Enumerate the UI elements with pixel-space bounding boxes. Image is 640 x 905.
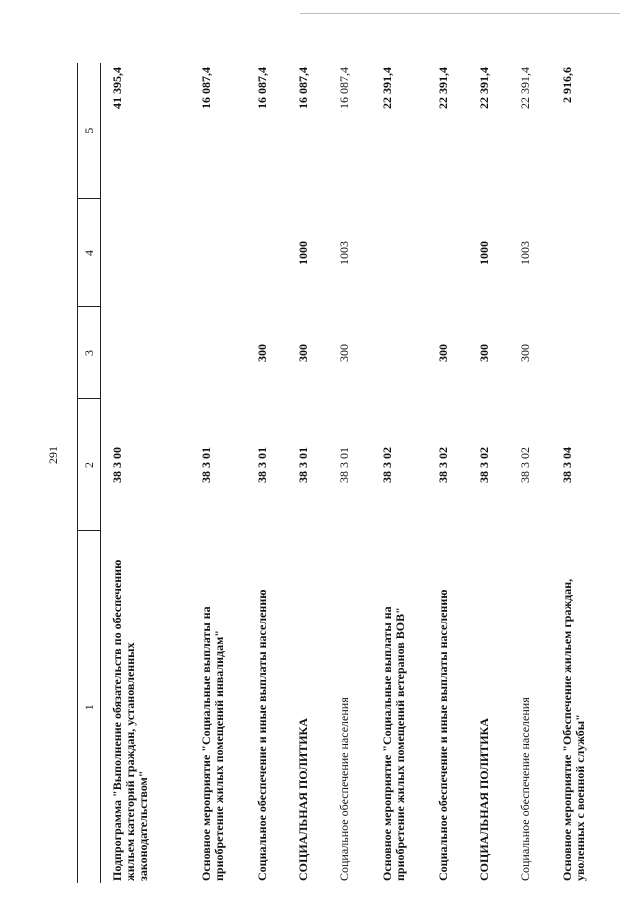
header-cell-2: 2 — [78, 399, 101, 531]
top-rule — [300, 13, 620, 14]
table-row — [367, 63, 424, 883]
row-vr: 300 — [337, 344, 351, 362]
row-code: 38 3 00 — [110, 447, 124, 483]
row-vr — [547, 307, 600, 399]
row-code: 38 3 02 — [518, 447, 532, 483]
rotated-table-sheet — [77, 63, 614, 883]
row-name: Основное мероприятие "Социальные выплаты на приобретение жилых помещений инвалидам" — [199, 606, 226, 881]
row-amount: 22 391,4 — [380, 67, 394, 109]
table-row — [547, 63, 600, 883]
budget-table — [77, 63, 600, 883]
table-row — [424, 63, 465, 883]
header-cell-4: 4 — [78, 199, 101, 307]
row-name: Социальное обеспечение населения — [337, 697, 351, 881]
row-amount: 2 916,6 — [560, 67, 574, 103]
row-amount: 22 391,4 — [518, 67, 532, 109]
row-name: Социальное обеспечение населения — [518, 697, 532, 881]
row-amount: 22 391,4 — [477, 67, 491, 109]
row-rzpr — [424, 199, 465, 307]
table-row — [185, 63, 243, 883]
row-code: 38 3 01 — [337, 447, 351, 483]
table-row — [101, 63, 186, 883]
row-vr: 300 — [255, 344, 269, 362]
row-code: 38 3 04 — [560, 447, 574, 483]
header-cell-5: 5 — [78, 63, 101, 199]
row-rzpr: 1003 — [337, 241, 351, 265]
row-code: 38 3 01 — [296, 447, 310, 483]
row-name: Основное мероприятие "Социальные выплаты на приобретение жилых помещений ветеранов ВОВ" — [380, 606, 407, 881]
row-vr: 300 — [518, 344, 532, 362]
row-code: 38 3 01 — [199, 447, 213, 483]
header-cell-1: 1 — [78, 531, 101, 883]
row-vr — [367, 307, 424, 399]
row-amount: 16 087,4 — [199, 67, 213, 109]
table-row — [284, 63, 325, 883]
row-rzpr — [101, 199, 186, 307]
row-amount: 41 395,4 — [110, 67, 124, 109]
row-name: Основное мероприятие "Обеспечение жильем граждан, уволенных с военной службы" — [560, 578, 587, 881]
row-vr: 300 — [436, 344, 450, 362]
row-amount: 16 087,4 — [255, 67, 269, 109]
row-amount: 16 087,4 — [337, 67, 351, 109]
row-name: Социальное обеспечение и иные выплаты населению — [436, 589, 450, 881]
table-row — [325, 63, 367, 883]
row-vr: 300 — [296, 344, 310, 362]
row-amount: 16 087,4 — [296, 67, 310, 109]
table-row — [243, 63, 284, 883]
row-code: 38 3 01 — [255, 447, 269, 483]
row-rzpr: 1000 — [296, 241, 310, 265]
row-name: СОЦИАЛЬНАЯ ПОЛИТИКА — [296, 718, 310, 881]
row-name: Социальное обеспечение и иные выплаты населению — [255, 589, 269, 881]
row-code: 38 3 02 — [477, 447, 491, 483]
table-body — [101, 63, 601, 883]
row-vr: 300 — [477, 344, 491, 362]
row-code: 38 3 02 — [436, 447, 450, 483]
row-rzpr: 1000 — [477, 241, 491, 265]
table-row — [506, 63, 547, 883]
table-header — [78, 63, 101, 883]
header-cell-3: 3 — [78, 307, 101, 399]
table-row — [465, 63, 506, 883]
row-vr — [101, 307, 186, 399]
row-name: СОЦИАЛЬНАЯ ПОЛИТИКА — [477, 718, 491, 881]
row-rzpr — [547, 199, 600, 307]
row-vr — [185, 307, 243, 399]
row-rzpr: 1003 — [518, 241, 532, 265]
row-name: Подпрограмма "Выполнение обязательств по обеспечению жильем категорий граждан, установленных законодательством" — [110, 559, 150, 881]
row-rzpr — [185, 199, 243, 307]
row-rzpr — [367, 199, 424, 307]
page-number: 291 — [45, 446, 60, 464]
row-code: 38 3 02 — [380, 447, 394, 483]
row-rzpr — [243, 199, 284, 307]
row-amount: 22 391,4 — [436, 67, 450, 109]
